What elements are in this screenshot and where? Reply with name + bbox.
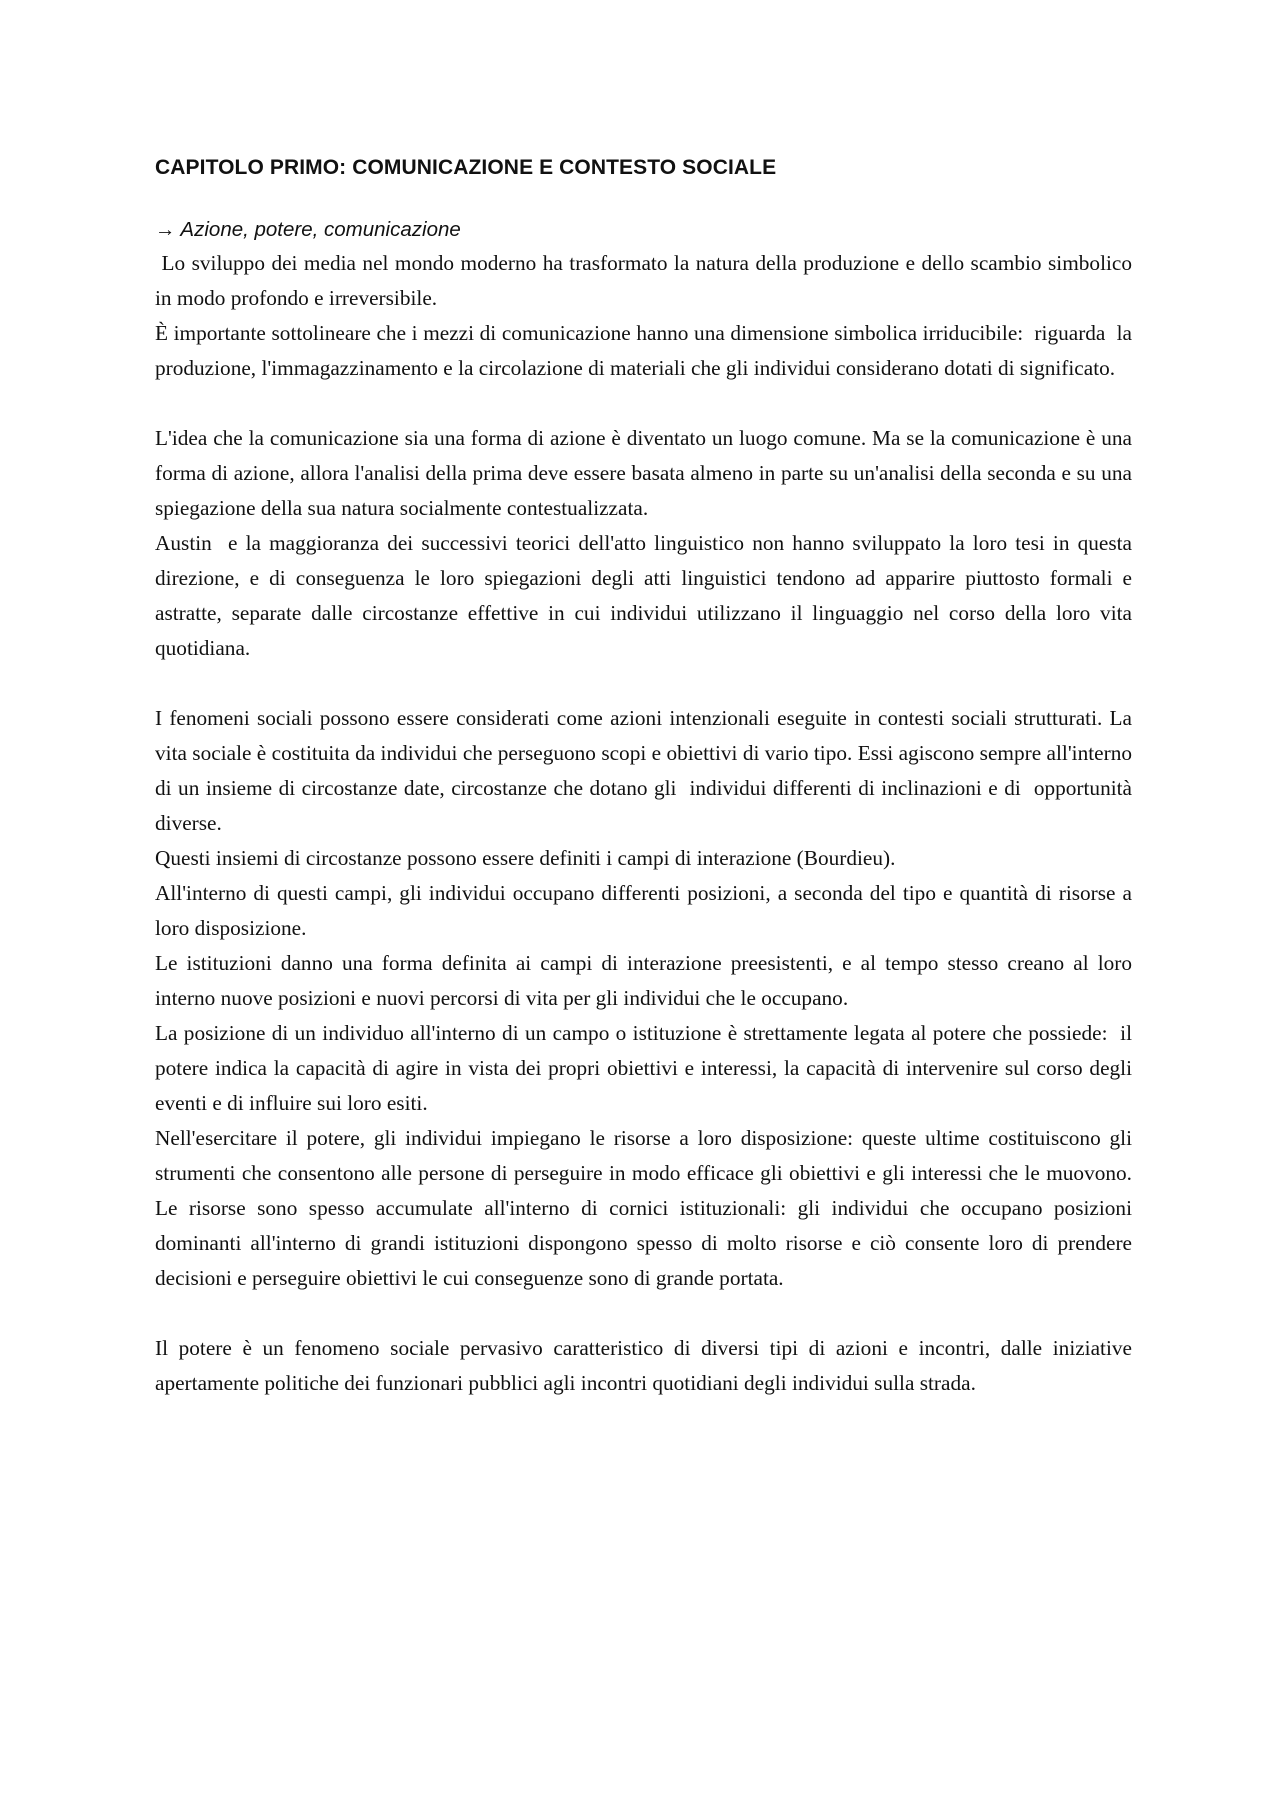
section-heading: → Azione, potere, comunicazione — [155, 218, 461, 241]
paragraph-8: Le istituzioni danno una forma definita ai campi di interazione preesistenti, e al tempo stesso creano al loro interno nuove posizioni e nuovi percorsi di vita per gli individui che le occupano. — [155, 951, 1132, 1010]
paragraph-4: Austin e la maggioranza dei successivi teorici dell'atto linguistico non hanno sviluppato la loro tesi in questa direzione, e di conseguenza le loro spiegazioni degli atti linguistici tendono ad apparire piuttosto formali e astratte, separate dalle circostanze effettive in cui individui utilizzano il linguaggio nel corso della loro vita quotidiana. — [155, 531, 1138, 660]
paragraph-2: È importante sottolineare che i mezzi di comunicazione hanno una dimensione simbolica irriducibile: riguarda la produzione, l'immagazzinamento e la circolazione di materiali che gli individui considerano dotati di significato. — [155, 321, 1138, 380]
paragraph-gap — [155, 386, 1132, 421]
paragraph-3: L'idea che la comunicazione sia una forma di azione è diventato un luogo comune. Ma se la comunicazione è una forma di azione, allora l'analisi della prima deve essere basata almeno in parte su un'analisi della seconda e su una spiegazione della sua natura socialmente contestualizzata. — [155, 426, 1132, 520]
paragraph-10: Nell'esercitare il potere, gli individui impiegano le risorse a loro disposizione: queste ultime costituiscono gli strumenti che consentono alle persone di perseguire in modo efficace gli obiettivi e gli interessi che le muovono. Le risorse sono spesso accumulate all'interno di cornici istituzionali: gli individui che occupano posizioni dominanti all'interno di grandi istituzioni dispongono spesso di molto risorse e ciò consente loro di prendere decisioni e perseguire obiettivi le cui conseguenze sono di grande portata. — [155, 1126, 1132, 1290]
paragraph-gap — [155, 1296, 1132, 1331]
paragraph-7: All'interno di questi campi, gli individui occupano differenti posizioni, a seconda del tipo e quantità di risorse a loro disposizione. — [155, 881, 1132, 940]
paragraph-11: Il potere è un fenomeno sociale pervasivo caratteristico di diversi tipi di azioni e incontri, dalle iniziative apertamente politiche dei funzionari pubblici agli incontri quotidiani degli individui sulla strada. — [155, 1336, 1132, 1395]
paragraph-5: I fenomeni sociali possono essere considerati come azioni intenzionali eseguite in contesti sociali strutturati. La vita sociale è costituita da individui che perseguono scopi e obiettivi di vario tipo. Essi agiscono sempre all'interno di un insieme di circostanze date, circostanze che dotano gli individui differenti di inclinazioni e di opportunità diverse. — [155, 706, 1138, 835]
paragraph-6: Questi insiemi di circostanze possono essere definiti i campi di interazione (Bourdieu). — [155, 846, 896, 870]
paragraph-9: La posizione di un individuo all'interno di un campo o istituzione è strettamente legata al potere che possiede: il potere indica la capacità di agire in vista dei propri obiettivi e interessi, la capacità di intervenire sul corso degli eventi e di influire sui loro esiti. — [155, 1021, 1138, 1115]
document-body — [155, 154, 1138, 1401]
paragraph-gap — [155, 666, 1132, 701]
chapter-title: CAPITOLO PRIMO: COMUNICAZIONE E CONTESTO SOCIALE — [155, 156, 777, 179]
paragraph-1: Lo sviluppo dei media nel mondo moderno ha trasformato la natura della produzione e dello scambio simbolico in modo profondo e irreversibile. — [155, 251, 1138, 310]
